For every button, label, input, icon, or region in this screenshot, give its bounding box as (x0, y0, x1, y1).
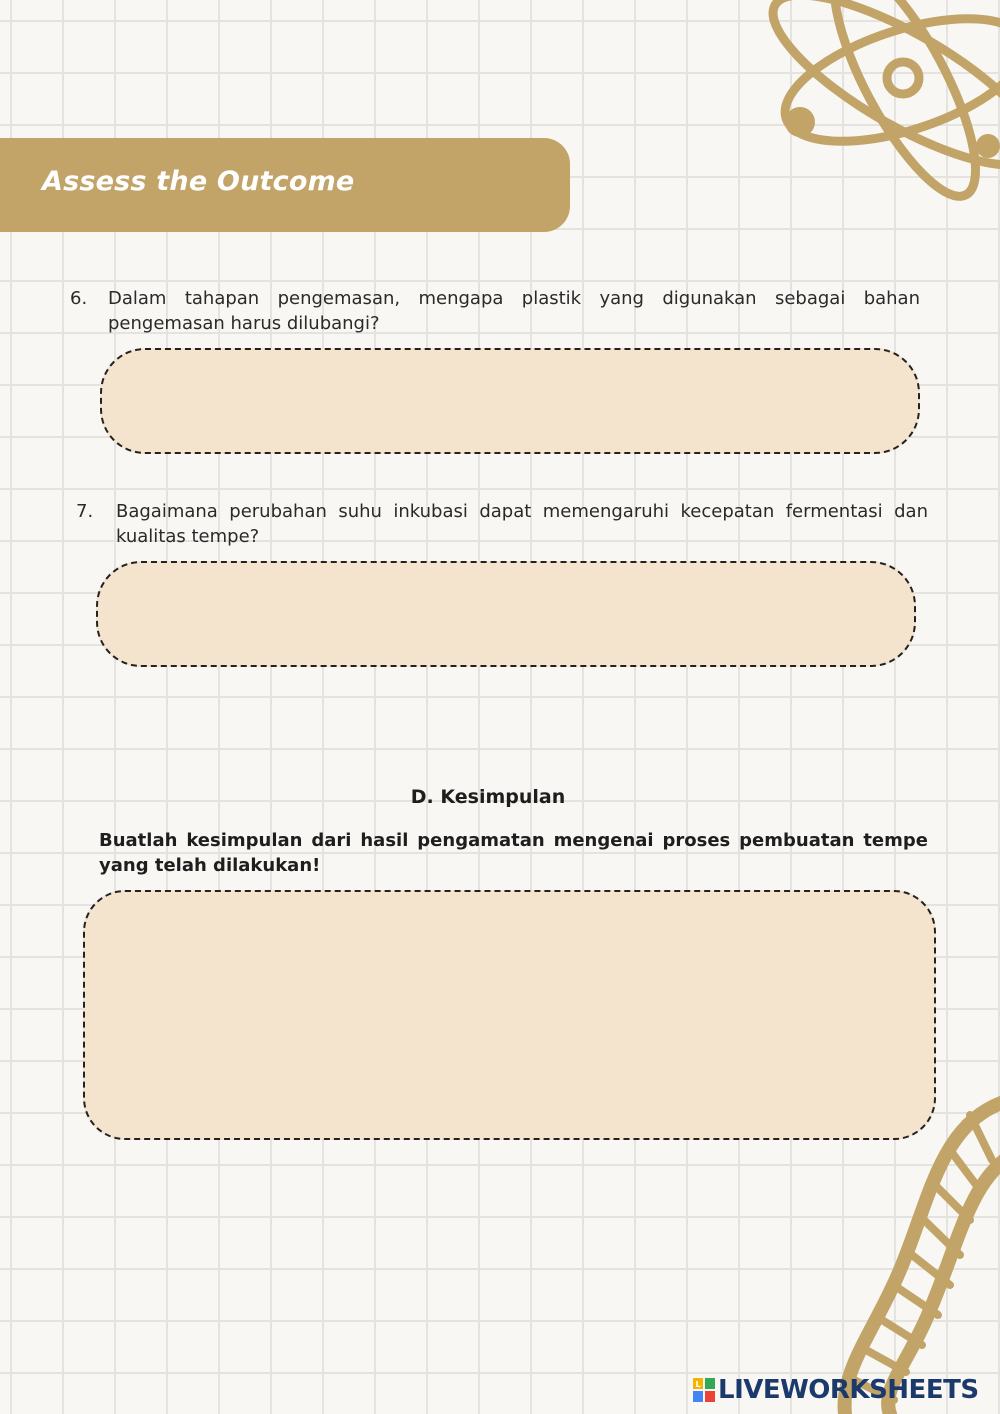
answer-box-conclusion[interactable] (83, 890, 936, 1140)
answer-input-q6[interactable] (102, 350, 918, 452)
conclusion-instruction: Buatlah kesimpulan dari hasil pengamatan mengenai proses pembuatan tempe yang telah dilakukan! (99, 830, 928, 876)
answer-box-q7[interactable] (96, 561, 916, 667)
conclusion-heading: D. Kesimpulan (410, 786, 566, 808)
answer-box-q6[interactable] (100, 348, 920, 454)
answer-input-conclusion[interactable] (85, 892, 934, 1138)
question-number: 7. (76, 501, 94, 522)
logo-text: LIVEWORKSHEETS (718, 1375, 979, 1405)
atom-icon (760, 0, 1000, 225)
question-number: 6. (70, 288, 88, 309)
answer-input-q7[interactable] (98, 563, 914, 665)
question-6 (70, 286, 930, 336)
question-text: Bagaimana perubahan suhu inkubasi dapat memengaruhi kecepatan fermentasi dan kualitas tempe? (116, 501, 928, 547)
svg-text:L: L (695, 1380, 701, 1389)
question-text: Dalam tahapan pengemasan, mengapa plastik yang digunakan sebagai bahan pengemasan harus dilubangi? (108, 288, 920, 334)
banner-title: Assess the Outcome (42, 166, 355, 197)
section-banner (0, 138, 570, 232)
question-7 (76, 499, 936, 549)
live-badge-icon (693, 1378, 715, 1402)
liveworksheets-logo (693, 1374, 979, 1406)
